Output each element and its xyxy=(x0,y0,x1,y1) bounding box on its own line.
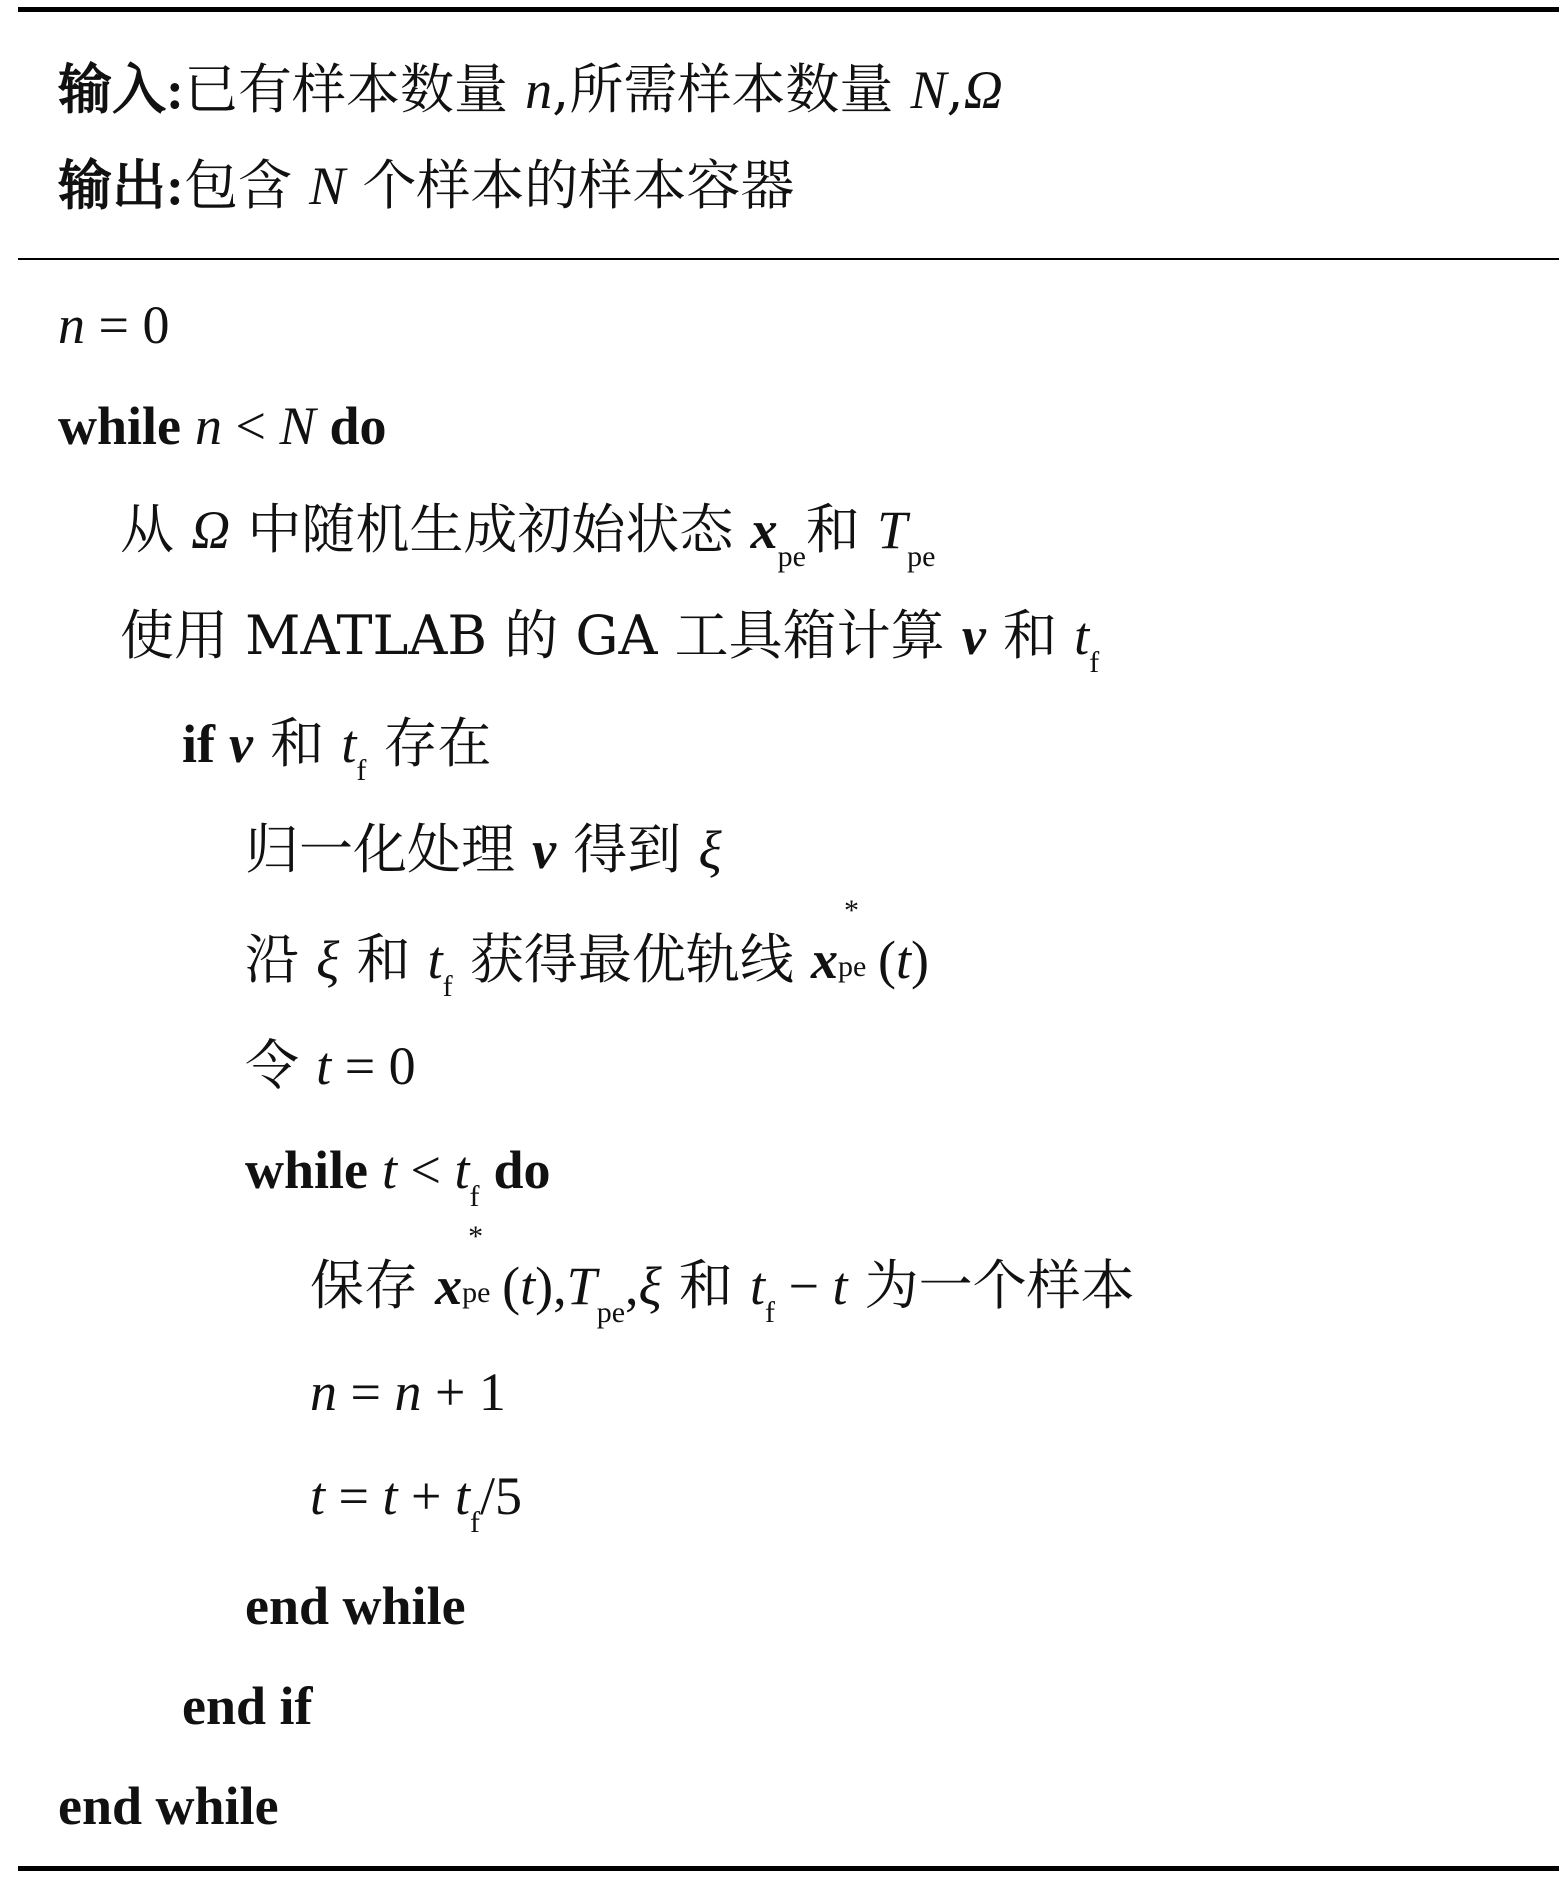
text-b: 和 xyxy=(661,1254,750,1317)
input-label: 输入: xyxy=(58,60,184,120)
keyword-do: do xyxy=(493,1140,551,1200)
paren-close: ) xyxy=(535,1256,554,1316)
sub-pe: pe xyxy=(907,540,936,573)
input-text-c: , xyxy=(946,58,964,121)
table-top-rule xyxy=(18,7,1559,12)
input-var-omega: Ω xyxy=(963,60,1003,120)
comma: , xyxy=(625,1256,639,1316)
table-mid-rule xyxy=(18,258,1559,260)
divide-five: /5 xyxy=(479,1466,522,1526)
var-omega: Ω xyxy=(191,500,231,560)
var-T: T xyxy=(566,1256,597,1316)
var-x: x xyxy=(435,1256,463,1316)
output-text-b: 个样本的样本容器 xyxy=(345,154,795,217)
sub-pe: pe xyxy=(596,1296,626,1329)
algo-line-6 xyxy=(245,810,722,890)
sup-star: * xyxy=(468,1220,484,1253)
input-var-n: n xyxy=(525,60,553,120)
keyword-while: while xyxy=(245,1140,369,1200)
output-var-N: N xyxy=(309,156,346,216)
text-a: 令 xyxy=(245,1034,317,1097)
var-t: t xyxy=(316,1036,332,1096)
var-n: n xyxy=(310,1362,337,1422)
table-bottom-rule xyxy=(18,1866,1559,1871)
var-n: n xyxy=(394,1362,422,1422)
algo-line-15 xyxy=(58,1766,279,1846)
var-t: t xyxy=(1074,606,1090,666)
text-a: 沿 xyxy=(245,928,317,991)
assign-zero: = 0 xyxy=(331,1036,416,1096)
paren-close: ) xyxy=(911,930,929,990)
sub-f: f xyxy=(469,1506,480,1539)
keyword-end-while: end while xyxy=(245,1576,466,1636)
text-b: 和 xyxy=(339,928,428,991)
keyword-end-while: end while xyxy=(58,1776,279,1836)
var-N: N xyxy=(279,396,316,456)
supsub xyxy=(838,894,878,983)
text-b: 中随机生成初始状态 xyxy=(230,498,751,561)
text-b: 和 xyxy=(985,604,1075,667)
output-line xyxy=(58,146,794,226)
algo-line-11 xyxy=(310,1352,506,1432)
algo-line-13 xyxy=(245,1566,466,1646)
input-var-N: N xyxy=(910,60,947,120)
var-t: t xyxy=(427,930,443,990)
text-c: 和 xyxy=(805,498,878,561)
algo-line-7 xyxy=(245,894,929,1003)
sub-f: f xyxy=(765,1296,776,1329)
var-xi: ξ xyxy=(638,1256,662,1316)
input-text-a: 已有样本数量 xyxy=(183,58,526,121)
var-t: t xyxy=(520,1256,536,1316)
sub-f: f xyxy=(469,1180,480,1213)
var-n: n xyxy=(195,396,223,456)
plus-one: + 1 xyxy=(421,1362,506,1422)
algo-line-2 xyxy=(58,386,387,466)
input-line xyxy=(58,50,1003,130)
var-t: t xyxy=(454,1140,470,1200)
algo-line-3 xyxy=(120,490,936,573)
text-a: 从 xyxy=(120,498,192,561)
var-T: T xyxy=(877,500,908,560)
algo-line-14 xyxy=(182,1666,313,1746)
var-xi: ξ xyxy=(316,930,340,990)
var-x: x xyxy=(811,930,838,990)
algo-line-12 xyxy=(310,1456,522,1539)
algo-line-4 xyxy=(120,596,1100,679)
text-a: 保存 xyxy=(310,1254,436,1317)
sub-f: f xyxy=(1089,646,1100,679)
less-than: < xyxy=(222,396,280,456)
var-t: t xyxy=(895,930,911,990)
var-t: t xyxy=(382,1466,398,1526)
paren-open: ( xyxy=(502,1256,521,1316)
equals: = xyxy=(325,1466,383,1526)
supsub xyxy=(462,1220,502,1309)
keyword-end-if: end if xyxy=(182,1676,313,1736)
sub-f: f xyxy=(356,754,367,787)
var-t: t xyxy=(832,1256,848,1316)
less-than: < xyxy=(397,1140,455,1200)
var-t: t xyxy=(310,1466,326,1526)
sub-pe: pe xyxy=(462,1276,491,1309)
comma: , xyxy=(553,1256,567,1316)
equals: = xyxy=(337,1362,395,1422)
output-label: 输出: xyxy=(58,156,184,216)
text-c: 为一个样本 xyxy=(847,1254,1135,1317)
paren-open: ( xyxy=(878,930,896,990)
var-v: v xyxy=(961,606,986,666)
var-xi: ξ xyxy=(698,820,722,880)
var-t: t xyxy=(382,1140,398,1200)
output-text-a: 包含 xyxy=(183,154,310,217)
sub-pe: pe xyxy=(838,950,867,983)
keyword-if: if xyxy=(182,714,215,774)
var-n: n xyxy=(58,295,85,355)
var-t: t xyxy=(341,714,357,774)
plus: + xyxy=(397,1466,455,1526)
algo-line-1 xyxy=(58,285,169,365)
text-a: 和 xyxy=(252,712,342,775)
sub-pe: pe xyxy=(777,540,806,573)
var-v: v xyxy=(229,714,253,774)
text-a: 使用 MATLAB 的 GA 工具箱计算 xyxy=(120,604,962,667)
var-x: x xyxy=(750,500,778,560)
input-text-b: ,所需样本数量 xyxy=(552,58,911,121)
algo-line-10 xyxy=(310,1220,1135,1329)
keyword-do: do xyxy=(329,396,387,456)
var-t: t xyxy=(454,1466,470,1526)
text-a: 归一化处理 xyxy=(245,818,533,881)
algo-line-9 xyxy=(245,1130,551,1213)
sup-star: * xyxy=(844,894,859,927)
text-b: 存在 xyxy=(366,712,492,775)
algo-line-8 xyxy=(245,1026,416,1106)
text-c: 获得最优轨线 xyxy=(452,928,811,991)
var-v: v xyxy=(532,820,557,880)
minus: − xyxy=(775,1256,833,1316)
sub-f: f xyxy=(442,970,453,1003)
var-t: t xyxy=(750,1256,766,1316)
text-b: 得到 xyxy=(556,818,699,881)
assign-zero: = 0 xyxy=(85,295,170,355)
algo-line-5 xyxy=(182,704,492,787)
keyword-while: while xyxy=(58,396,182,456)
